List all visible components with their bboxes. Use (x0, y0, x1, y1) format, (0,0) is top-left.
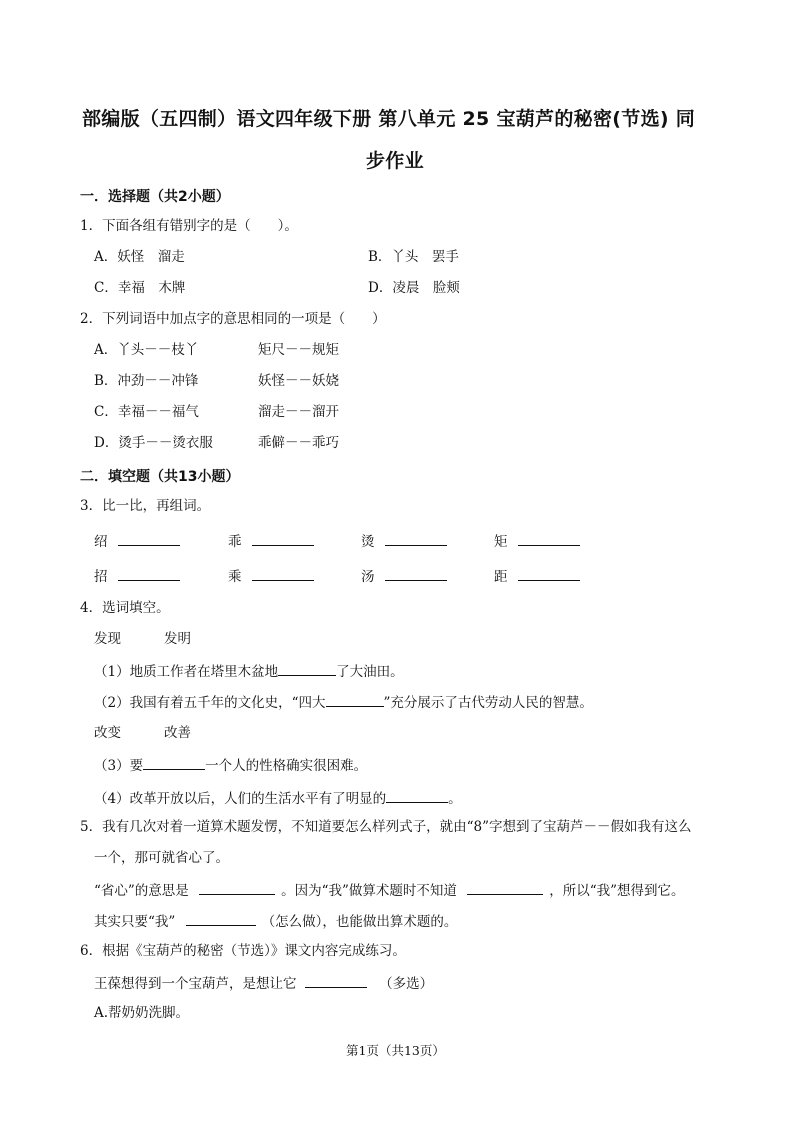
question-3-stem: 3．比一比，再组词。 (80, 498, 211, 514)
answer-blank[interactable] (326, 692, 384, 707)
answer-blank[interactable] (199, 880, 275, 895)
answer-blank[interactable] (252, 566, 314, 581)
q3-char-item (94, 566, 180, 586)
question-5-stem-continued: 一个，那可就省心了。 (94, 850, 229, 866)
q5-line-3: “省心”的意思是 。因为“我”做算术题时不知道 ，所以“我”想得到它。 (94, 880, 685, 900)
q3-char: 招 (94, 569, 108, 585)
q4-sentence-2: （2）我国有着五千年的文化史，“四大 ”充分展示了古代劳动人民的智慧。 (94, 692, 593, 712)
q2-option-b-right: 妖怪－－妖娆 (258, 373, 339, 389)
q3-char-item (94, 531, 180, 551)
answer-blank[interactable] (278, 661, 336, 676)
q4-sentence-3: （3）要 一个人的性格确实很困难。 (94, 755, 367, 775)
page-number-footer: 第1页（共13页） (346, 1043, 445, 1058)
q4-sentence-1: （1）地质工作者在塔里木盆地 了大油田。 (94, 661, 404, 681)
q2-option-d-right: 乖僻－－乖巧 (258, 435, 339, 451)
q3-char-item (228, 531, 314, 551)
q3-char-item (228, 566, 314, 586)
q3-char-item (494, 566, 580, 586)
q1-option-b: B．丫头 罢手 (368, 249, 459, 265)
q4-sentence-4: （4）改革开放以后，人们的生活水平有了明显的 。 (94, 788, 462, 808)
page-title: 部编版（五四制）语文四年级下册 第八单元 25 宝葫芦的秘密(节选) 同 (82, 108, 696, 130)
q1-option-d: D．凌晨 脸颊 (368, 280, 460, 296)
answer-blank[interactable] (118, 566, 180, 581)
page-title-continued: 步作业 (366, 150, 424, 172)
answer-blank[interactable] (518, 566, 580, 581)
q2-option-a-left: A．丫头－－枝丫 (94, 342, 199, 358)
q3-char: 绍 (94, 534, 108, 550)
answer-blank[interactable] (386, 788, 448, 803)
q2-option-a-right: 矩尺－－规矩 (258, 342, 339, 358)
answer-blank[interactable] (518, 531, 580, 546)
q6-line-2: 王葆想得到一个宝葫芦，是想让它 （多选） (94, 973, 433, 993)
answer-blank[interactable] (385, 531, 447, 546)
q4-word-choice: 改善 (164, 725, 191, 741)
q4-word-choice: 改变 (94, 725, 121, 741)
q1-option-c: C．幸福 木牌 (94, 280, 186, 296)
q2-option-c-right: 溜走－－溜开 (258, 404, 339, 420)
q3-char: 烫 (361, 534, 375, 550)
q3-char-item (361, 566, 447, 586)
q2-option-d-left: D．烫手－－烫衣服 (94, 435, 213, 451)
q4-word-choice: 发现 (94, 631, 121, 647)
q3-char-item (494, 531, 580, 551)
question-4-stem: 4．选词填空。 (80, 600, 170, 616)
answer-blank[interactable] (143, 755, 205, 770)
q3-char: 乘 (228, 569, 242, 585)
q3-char: 乖 (228, 534, 242, 550)
q3-char: 距 (494, 569, 508, 585)
answer-blank[interactable] (252, 531, 314, 546)
section-heading-fill: 二．填空题（共13小题） (80, 469, 240, 485)
q2-option-c-left: C．幸福－－福气 (94, 404, 199, 420)
question-1-stem: 1．下面各组有错别字的是（ ）。 (80, 218, 298, 234)
answer-blank[interactable] (118, 531, 180, 546)
answer-blank[interactable] (305, 973, 367, 988)
answer-blank[interactable] (385, 566, 447, 581)
answer-blank[interactable] (467, 880, 543, 895)
question-5-stem: 5．我有几次对着一道算术题发愣，不知道要怎么样列式子，就由“8”字想到了宝葫芦－－假如我有这么 (80, 819, 692, 835)
q3-char: 汤 (361, 569, 375, 585)
answer-blank[interactable] (186, 911, 256, 926)
q6-option-a: A.帮奶奶洗脚。 (94, 1005, 190, 1021)
q3-char: 矩 (494, 534, 508, 550)
q2-option-b-left: B．冲劲－－冲锋 (94, 373, 199, 389)
q4-word-choice: 发明 (164, 631, 191, 647)
q1-option-a: A．妖怪 溜走 (94, 249, 185, 265)
question-6-stem: 6．根据《宝葫芦的秘密（节选）》课文内容完成练习。 (80, 943, 406, 959)
question-2-stem: 2．下列词语中加点字的意思相同的一项是（ ） (80, 311, 386, 327)
section-heading-choice: 一．选择题（共2小题） (80, 189, 230, 205)
q3-char-item (361, 531, 447, 551)
q5-line-4: 其实只要“我” （怎么做），也能做出算术题的。 (94, 911, 457, 931)
